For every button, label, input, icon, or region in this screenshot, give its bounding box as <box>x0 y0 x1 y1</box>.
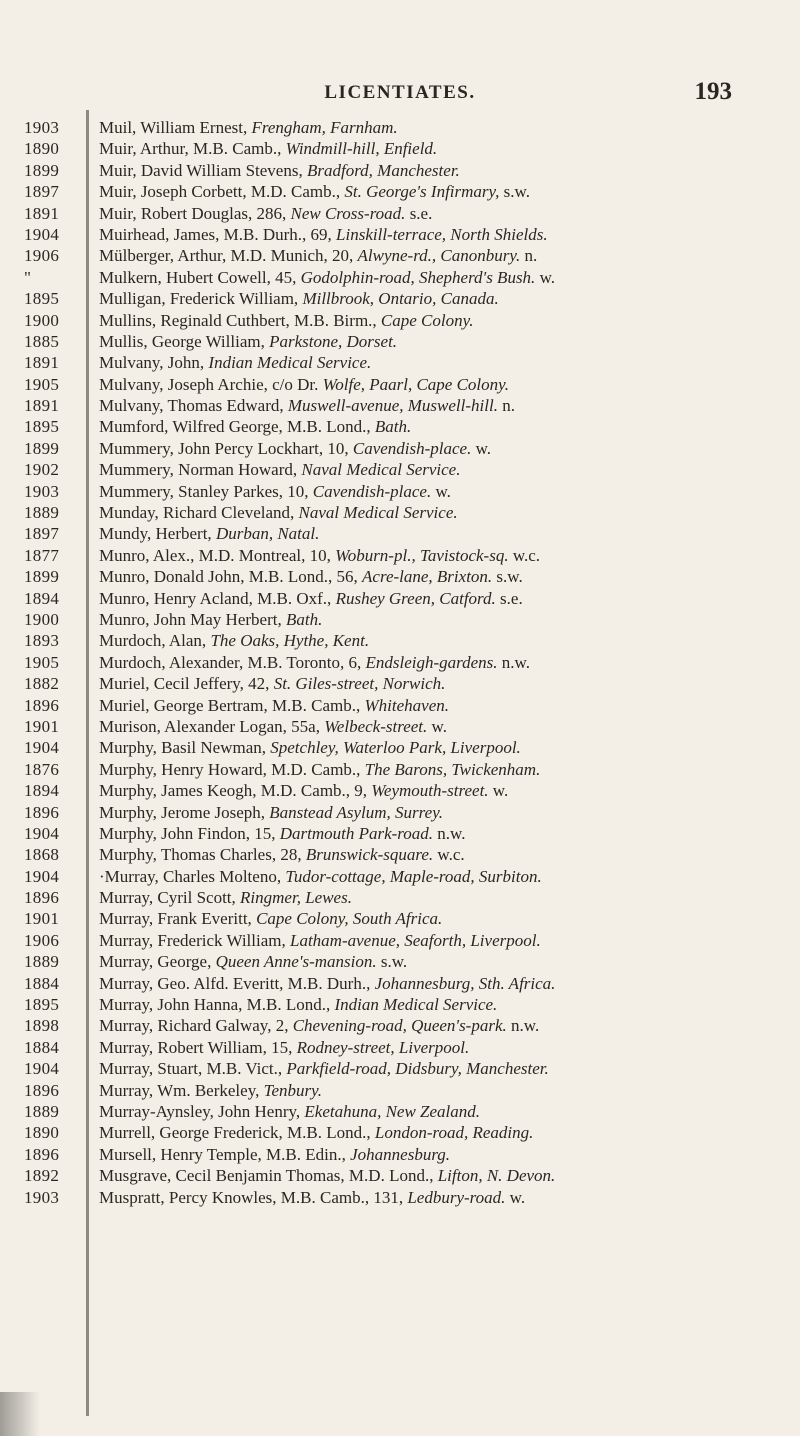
entry-text <box>99 1080 789 1101</box>
list-item <box>0 1165 800 1186</box>
entry-year: 1901 <box>24 716 60 736</box>
list-item <box>0 138 800 159</box>
entry-district: n.w. <box>497 652 530 672</box>
entry-text <box>99 138 789 159</box>
entry-year: 1889 <box>24 952 60 972</box>
entry-year: 1901 <box>24 909 60 929</box>
entry-text <box>99 887 789 908</box>
entry-name: Mulvany, Joseph Archie, c/o Dr. <box>99 374 323 394</box>
entry-text <box>99 331 789 352</box>
list-item <box>0 1122 800 1143</box>
entry-address: Parkstone, Dorset. <box>269 331 398 351</box>
entry-year: 1904 <box>24 224 60 244</box>
entry-year: 1894 <box>24 781 60 801</box>
entry-address: Cape Colony, South Africa. <box>256 909 443 929</box>
entry-name: Murray, John Hanna, M.B. Lond., <box>99 995 335 1015</box>
list-item <box>0 908 800 929</box>
entry-district: w. <box>488 781 509 801</box>
list-item <box>0 1037 800 1058</box>
entry-name: Murdoch, Alan, <box>99 631 211 651</box>
entry-name: Murphy, Jerome Joseph, <box>99 802 270 822</box>
entry-address: Tenbury. <box>263 1080 323 1100</box>
list-item <box>0 288 800 309</box>
entry-name: Murison, Alexander Logan, 55a, <box>99 716 325 736</box>
entry-text <box>99 245 789 266</box>
entry-address: Eketahuna, New Zealand. <box>304 1101 481 1121</box>
entry-text <box>99 203 789 224</box>
list-item <box>0 823 800 844</box>
entry-address: Indian Medical Service. <box>208 353 372 373</box>
list-item <box>0 695 800 716</box>
entry-text <box>99 545 789 566</box>
entry-text <box>99 1122 789 1143</box>
list-item <box>0 352 800 373</box>
list-item <box>0 1144 800 1165</box>
entry-address: Naval Medical Service. <box>301 460 461 480</box>
list-item <box>0 1080 800 1101</box>
entry-text <box>99 459 789 480</box>
list-item <box>0 951 800 972</box>
entry-text <box>99 588 789 609</box>
entry-text <box>99 502 789 523</box>
page-edge-shadow <box>0 1392 40 1436</box>
entry-text <box>99 930 789 951</box>
entry-text <box>99 994 789 1015</box>
list-item <box>0 673 800 694</box>
entry-year: 1890 <box>24 1123 60 1143</box>
entry-text <box>99 1187 789 1208</box>
entry-address: Banstead Asylum, Surrey. <box>269 802 444 822</box>
entry-year: 1896 <box>24 802 60 822</box>
entry-address: Wolfe, Paarl, Cape Colony. <box>322 374 510 394</box>
entry-year: 1882 <box>24 674 60 694</box>
entry-text <box>99 224 789 245</box>
entry-district: w. <box>535 267 555 287</box>
entry-text <box>99 1101 789 1122</box>
entry-text <box>99 780 789 801</box>
entry-text <box>99 630 789 651</box>
entry-name: Mülberger, Arthur, M.D. Munich, 20, <box>99 246 358 266</box>
entry-text <box>99 1165 789 1186</box>
entry-text <box>99 1144 789 1165</box>
entry-year: 1884 <box>24 1037 60 1057</box>
entry-address: Bath. <box>285 609 323 629</box>
entry-year: 1898 <box>24 1016 60 1036</box>
entry-year: 1889 <box>24 1101 60 1121</box>
list-item <box>0 374 800 395</box>
entry-district: w. <box>471 438 492 458</box>
list-item <box>0 181 800 202</box>
entry-address: St. George's Infirmary, <box>344 182 500 202</box>
entry-name: Mummery, Norman Howard, <box>99 460 302 480</box>
entry-year: 1906 <box>24 246 60 266</box>
entry-text <box>99 481 789 502</box>
entry-year: 1895 <box>24 417 60 437</box>
entry-text <box>99 1037 789 1058</box>
entry-year: 1884 <box>24 973 60 993</box>
entry-district: n.w. <box>433 823 466 843</box>
entry-year: 1896 <box>24 1144 60 1164</box>
entry-text <box>99 802 789 823</box>
entry-text <box>99 566 789 587</box>
list-item <box>0 737 800 758</box>
entry-name: Mulvany, Thomas Edward, <box>99 396 288 416</box>
entry-name: Mummery, John Percy Lockhart, 10, <box>99 438 353 458</box>
entry-text <box>99 117 789 138</box>
entry-text <box>99 181 789 202</box>
entry-name: Murphy, James Keogh, M.D. Camb., 9, <box>99 781 372 801</box>
entry-address: Rodney-street, Liverpool. <box>296 1037 470 1057</box>
entry-address: St. Giles-street, Norwich. <box>273 674 446 694</box>
entry-year: 1877 <box>24 545 60 565</box>
entry-year: 1904 <box>24 1059 60 1079</box>
entry-district: w.c. <box>508 545 541 565</box>
entry-address: Johannesburg. <box>350 1144 451 1164</box>
entry-address: Rushey Green, Catford. <box>335 588 496 608</box>
entry-text <box>99 908 789 929</box>
entry-year: 1895 <box>24 995 60 1015</box>
entry-address: Godolphin-road, Shepherd's Bush. <box>300 267 536 287</box>
entry-year: 1889 <box>24 503 60 523</box>
entry-name: Munro, Henry Acland, M.B. Oxf., <box>99 588 336 608</box>
entry-name: Murphy, Basil Newman, <box>99 738 271 758</box>
list-item <box>0 310 800 331</box>
entry-year: 1900 <box>24 609 60 629</box>
entry-text <box>99 267 789 288</box>
entry-name: Murray, Frederick William, <box>99 930 290 950</box>
entry-text <box>99 737 789 758</box>
entry-address: Brunswick-square. <box>305 845 434 865</box>
entry-district: w.c. <box>433 845 465 865</box>
list-item <box>0 545 800 566</box>
list-item <box>0 438 800 459</box>
entry-address: Lifton, N. Devon. <box>437 1166 556 1186</box>
entry-year: 1906 <box>24 930 60 950</box>
entry-name: Muir, David William Stevens, <box>99 160 307 180</box>
entry-year: 1899 <box>24 160 60 180</box>
entry-text <box>99 416 789 437</box>
entry-year: 1899 <box>24 438 60 458</box>
entry-text <box>99 652 789 673</box>
page-number: 193 <box>694 78 732 105</box>
entry-year: 1899 <box>24 567 60 587</box>
list-item <box>0 759 800 780</box>
entry-address: Endsleigh-gardens. <box>365 652 498 672</box>
list-item <box>0 866 800 887</box>
entry-text <box>99 973 789 994</box>
entry-year: 1896 <box>24 1080 60 1100</box>
entry-text <box>99 523 789 544</box>
list-item <box>0 887 800 908</box>
entry-text <box>99 759 789 780</box>
entry-name: Murray, Cyril Scott, <box>99 888 241 908</box>
entry-district: n. <box>520 246 538 266</box>
running-head <box>0 78 800 108</box>
entry-name: Mullis, George William, <box>99 331 270 351</box>
entry-district: s.w. <box>492 567 523 587</box>
list-item <box>0 930 800 951</box>
entry-text <box>99 716 789 737</box>
entry-address: New Cross-road. <box>290 203 406 223</box>
entry-list <box>0 117 800 1208</box>
entry-district: n. <box>497 396 515 416</box>
entry-year: 1904 <box>24 738 60 758</box>
entry-name: Muil, William Ernest, <box>99 118 252 137</box>
entry-name: Murphy, Henry Howard, M.D. Camb., <box>99 759 365 779</box>
entry-district: s.w. <box>499 182 530 202</box>
entry-year: 1896 <box>24 888 60 908</box>
entry-year: 1893 <box>24 631 60 651</box>
entry-address: Welbeck-street. <box>324 716 428 736</box>
entry-name: Muriel, George Bertram, M.B. Camb., <box>99 695 365 715</box>
entry-text <box>99 1058 789 1079</box>
entry-year: 1905 <box>24 652 60 672</box>
list-item <box>0 588 800 609</box>
entry-name: Murray, Richard Galway, 2, <box>99 1016 293 1036</box>
entry-district: s.w. <box>376 952 408 972</box>
entry-year: 1903 <box>24 118 60 137</box>
entry-year: 1890 <box>24 139 60 159</box>
entry-name: Munday, Richard Cleveland, <box>99 503 299 523</box>
list-item <box>0 630 800 651</box>
list-item <box>0 416 800 437</box>
entry-name: Murray, Geo. Alfd. Everitt, M.B. Durh., <box>99 973 375 993</box>
entry-address: Naval Medical Service. <box>298 503 458 523</box>
list-item <box>0 716 800 737</box>
entry-year: 1895 <box>24 289 60 309</box>
entry-address: Johannesburg, Sth. Africa. <box>374 973 556 993</box>
entry-name: Murray, Stuart, M.B. Vict., <box>99 1059 287 1079</box>
entry-year: 1897 <box>24 524 60 544</box>
entry-address: Tudor-cottage, Maple-road, Surbiton. <box>285 866 542 886</box>
entry-text <box>99 844 789 865</box>
entry-year: 1891 <box>24 353 60 373</box>
list-item <box>0 844 800 865</box>
entry-district: w. <box>427 716 447 736</box>
entry-address: Muswell-avenue, Muswell-hill. <box>287 396 498 416</box>
entry-address: Spetchley, Waterloo Park, Liverpool. <box>270 738 521 758</box>
entry-year: 1903 <box>24 1187 60 1207</box>
entry-text <box>99 673 789 694</box>
entry-address: Dartmouth Park-road. <box>279 823 434 843</box>
entry-year: 1891 <box>24 396 60 416</box>
entry-name: Murray, Frank Everitt, <box>99 909 257 929</box>
entry-year: 1876 <box>24 759 60 779</box>
entry-text <box>99 374 789 395</box>
list-item <box>0 502 800 523</box>
entry-address: Cape Colony. <box>380 310 474 330</box>
entry-year: 1868 <box>24 845 60 865</box>
entry-address: Latham-avenue, Seaforth, Liverpool. <box>289 930 541 950</box>
entry-district: n.w. <box>506 1016 540 1036</box>
entry-name: Mumford, Wilfred George, M.B. Lond., <box>99 417 375 437</box>
list-item <box>0 331 800 352</box>
entry-year: 1904 <box>24 823 60 843</box>
entry-name: Mulvany, John, <box>99 353 209 373</box>
entry-name: ·Murray, Charles Molteno, <box>99 866 286 886</box>
entry-text <box>99 609 789 630</box>
list-item <box>0 1101 800 1122</box>
entry-district: s.e. <box>405 203 433 223</box>
entry-year: 1905 <box>24 374 60 394</box>
entry-address: Millbrook, Ontario, Canada. <box>302 289 499 309</box>
entry-address: London-road, Reading. <box>374 1123 534 1143</box>
entry-address: Weymouth-street. <box>371 781 489 801</box>
list-item <box>0 609 800 630</box>
entry-address: Frengham, Farnham. <box>251 118 398 137</box>
entry-address: Acre-lane, Brixton. <box>362 567 493 587</box>
entry-name: Munro, Alex., M.D. Montreal, 10, <box>99 545 336 565</box>
entry-name: Murray, Robert William, 15, <box>99 1037 297 1057</box>
entry-address: Queen Anne's-mansion. <box>215 952 377 972</box>
list-item <box>0 160 800 181</box>
list-item <box>0 117 800 138</box>
entry-address: Bath. <box>374 417 412 437</box>
list-item <box>0 973 800 994</box>
entry-name: Muriel, Cecil Jeffery, 42, <box>99 674 274 694</box>
entry-text <box>99 288 789 309</box>
list-item <box>0 1058 800 1079</box>
entry-name: Murray, Wm. Berkeley, <box>99 1080 264 1100</box>
entry-address: Bradford, Manchester. <box>306 160 460 180</box>
entry-name: Mulkern, Hubert Cowell, 45, <box>99 267 301 287</box>
entry-text <box>99 160 789 181</box>
list-item <box>0 652 800 673</box>
entry-text <box>99 823 789 844</box>
entry-year: 1896 <box>24 695 60 715</box>
entry-year: 1892 <box>24 1166 60 1186</box>
page-title: LICENTIATES. <box>324 82 476 103</box>
entry-name: Murray-Aynsley, John Henry, <box>99 1101 305 1121</box>
entry-name: Munro, John May Herbert, <box>99 609 286 629</box>
entry-address: Parkfield-road, Didsbury, Manchester. <box>286 1059 549 1079</box>
entry-name: Munro, Donald John, M.B. Lond., 56, <box>99 567 363 587</box>
entry-text <box>99 951 789 972</box>
entry-name: Musgrave, Cecil Benjamin Thomas, M.D. Lond., <box>99 1166 438 1186</box>
entry-address: Windmill-hill, Enfield. <box>285 139 438 159</box>
entry-address: Durban, Natal. <box>215 524 320 544</box>
entry-address: Linskill-terrace, North Shields. <box>336 224 548 244</box>
list-item <box>0 1187 800 1208</box>
entry-name: Murphy, John Findon, 15, <box>99 823 280 843</box>
entry-address: Indian Medical Service. <box>334 995 498 1015</box>
entry-address: The Barons, Twickenham. <box>364 759 541 779</box>
entry-name: Mummery, Stanley Parkes, 10, <box>99 481 313 501</box>
entry-address: Cavendish-place. <box>312 481 432 501</box>
list-item <box>0 267 800 288</box>
entry-year: 1904 <box>24 866 60 886</box>
list-item <box>0 245 800 266</box>
entry-name: Murdoch, Alexander, M.B. Toronto, 6, <box>99 652 366 672</box>
entry-district: w. <box>431 481 451 501</box>
entry-text <box>99 1015 789 1036</box>
entry-year: 1894 <box>24 588 60 608</box>
entry-year: 1902 <box>24 460 60 480</box>
list-item <box>0 566 800 587</box>
entry-text <box>99 695 789 716</box>
entry-name: Murray, George, <box>99 952 216 972</box>
entry-year: 1891 <box>24 203 60 223</box>
list-item <box>0 395 800 416</box>
entry-text <box>99 438 789 459</box>
entry-name: Muir, Robert Douglas, 286, <box>99 203 291 223</box>
entry-address: Whitehaven. <box>364 695 450 715</box>
list-item <box>0 481 800 502</box>
entry-name: Muir, Arthur, M.B. Camb., <box>99 139 286 159</box>
list-item <box>0 1015 800 1036</box>
entry-address: Chevening-road, Queen's-park. <box>292 1016 507 1036</box>
entry-address: Woburn-pl., Tavistock-sq. <box>335 545 509 565</box>
entry-year: 1900 <box>24 310 60 330</box>
entry-year: 1885 <box>24 331 60 351</box>
entry-text <box>99 395 789 416</box>
entry-address: Ringmer, Lewes. <box>240 888 352 908</box>
list-item <box>0 780 800 801</box>
entry-address: Alwyne-rd., Canonbury. <box>357 246 521 266</box>
entry-name: Murrell, George Frederick, M.B. Lond., <box>99 1123 375 1143</box>
entry-year: " <box>24 267 32 287</box>
entry-name: Muirhead, James, M.B. Durh., 69, <box>99 224 337 244</box>
entry-district: w. <box>505 1187 526 1207</box>
entry-text <box>99 352 789 373</box>
entry-address: The Oaks, Hythe, Kent. <box>210 631 370 651</box>
entry-name: Muir, Joseph Corbett, M.D. Camb., <box>99 182 345 202</box>
entry-name: Mulligan, Frederick William, <box>99 289 303 309</box>
entry-address: Ledbury-road. <box>407 1187 506 1207</box>
entry-text <box>99 310 789 331</box>
entry-name: Murphy, Thomas Charles, 28, <box>99 845 306 865</box>
list-item <box>0 994 800 1015</box>
list-item <box>0 224 800 245</box>
entry-year: 1897 <box>24 182 60 202</box>
list-item <box>0 459 800 480</box>
entry-text <box>99 866 789 887</box>
entry-name: Mursell, Henry Temple, M.B. Edin., <box>99 1144 351 1164</box>
list-item <box>0 523 800 544</box>
entry-district: s.e. <box>495 588 523 608</box>
entry-name: Mullins, Reginald Cuthbert, M.B. Birm., <box>99 310 381 330</box>
entry-name: Mundy, Herbert, <box>99 524 216 544</box>
entry-name: Muspratt, Percy Knowles, M.B. Camb., 131, <box>99 1187 408 1207</box>
entry-year: 1903 <box>24 481 60 501</box>
entry-address: Cavendish-place. <box>352 438 472 458</box>
list-item <box>0 802 800 823</box>
list-item <box>0 203 800 224</box>
